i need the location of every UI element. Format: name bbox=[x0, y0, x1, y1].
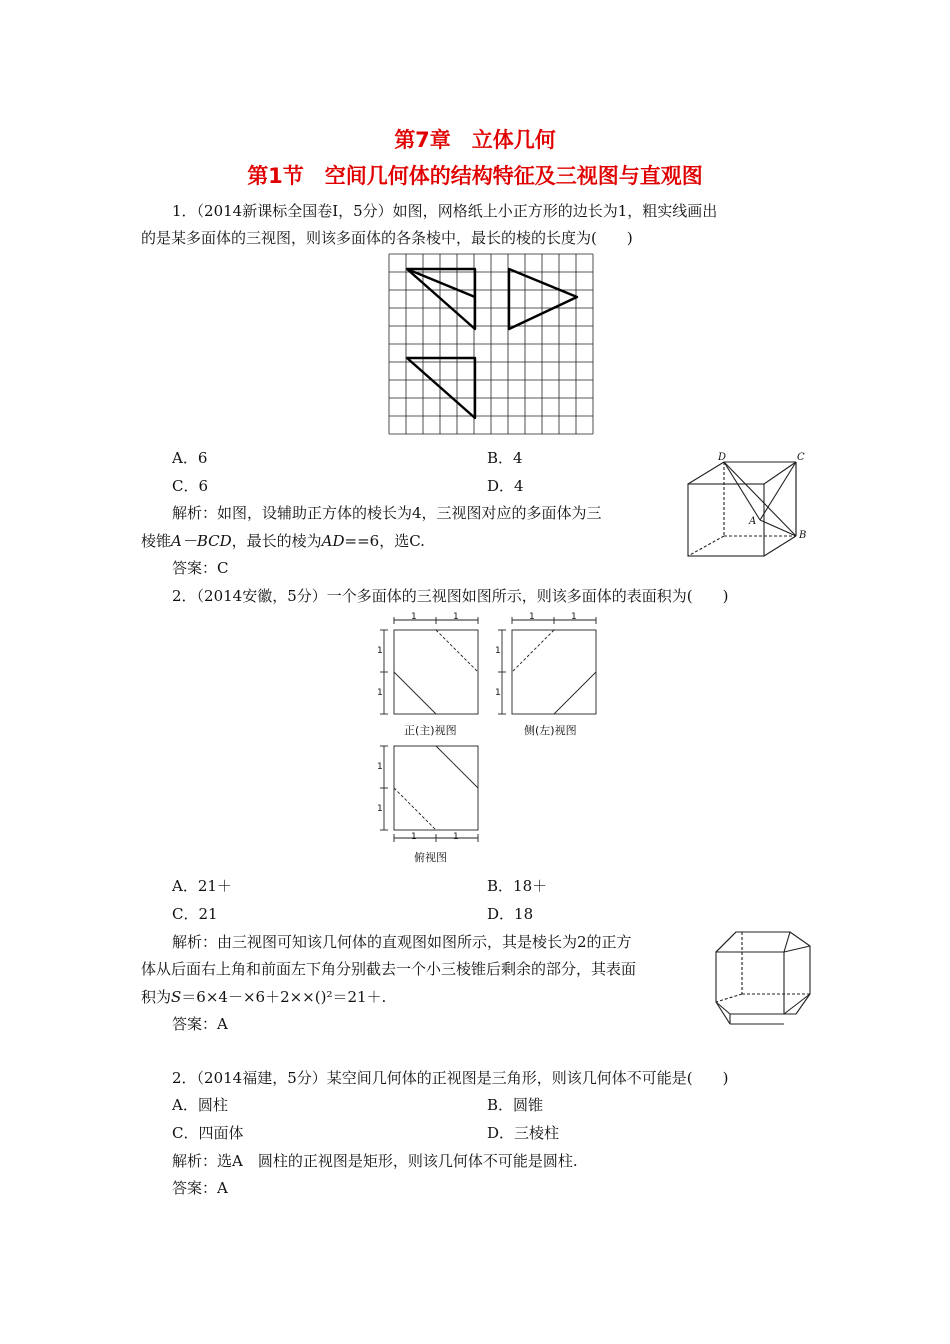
side-view-caption: 侧(左)视图 bbox=[524, 724, 577, 737]
q3-option-b: B．圆锥 bbox=[487, 1096, 544, 1114]
q2-option-b: B．18＋ bbox=[487, 877, 548, 895]
q3-analysis: 解析：选A 圆柱的正视图是矩形，则该几何体不可能是圆柱. bbox=[172, 1152, 578, 1170]
q3-option-c: C．四面体 bbox=[172, 1124, 244, 1142]
front-view-caption: 正(主)视图 bbox=[404, 724, 457, 737]
front-dim-top-1: 1 bbox=[411, 612, 417, 622]
q2-side-view bbox=[496, 616, 602, 720]
q2-analysis-line2: 体从后面右上角和前面左下角分别截去一个小三棱锥后剩余的部分，其表面 bbox=[141, 960, 637, 978]
top-dim-left-2: 1 bbox=[377, 804, 383, 814]
q3-stem: 2．（2014福建，5分）某空间几何体的正视图是三角形，则该几何体不可能是( ) bbox=[172, 1069, 729, 1087]
front-dim-top-2: 1 bbox=[453, 612, 459, 622]
q1-option-a: A．6 bbox=[172, 449, 208, 467]
q2-front-view bbox=[378, 616, 484, 720]
q3-option-a: A．圆柱 bbox=[172, 1096, 228, 1114]
side-dim-top-1: 1 bbox=[529, 612, 535, 622]
q1-stem-line2: 的是某多面体的三视图，则该多面体的各条棱中，最长的棱的长度为( ) bbox=[141, 229, 633, 247]
q1-stem-line1: 1．（2014新课标全国卷Ⅰ，5分）如图，网格纸上小正方形的边长为1，粗实线画出 bbox=[172, 202, 718, 220]
q1-three-view-grid bbox=[389, 254, 593, 434]
top-view-caption: 俯视图 bbox=[414, 851, 447, 864]
side-dim-left-1: 1 bbox=[495, 646, 501, 656]
q1-analysis-line2: 棱锥A－BCD，最长的棱为AD==6，选C. bbox=[141, 532, 425, 550]
q2-top-view bbox=[378, 742, 484, 846]
q1-cube-figure bbox=[680, 452, 810, 562]
q2-stem: 2．（2014安徽，5分）一个多面体的三视图如图所示，则该多面体的表面积为( ) bbox=[172, 587, 729, 605]
side-dim-top-2: 1 bbox=[571, 612, 577, 622]
q1-option-c: C．6 bbox=[172, 477, 209, 495]
q1-option-b: B．4 bbox=[487, 449, 523, 467]
q3-answer: 答案：A bbox=[172, 1179, 228, 1197]
q2-option-c: C．21 bbox=[172, 905, 218, 923]
side-dim-left-2: 1 bbox=[495, 688, 501, 698]
front-dim-left-1: 1 bbox=[377, 646, 383, 656]
front-dim-left-2: 1 bbox=[377, 688, 383, 698]
q2-answer: 答案：A bbox=[172, 1015, 228, 1033]
q3-option-d: D．三棱柱 bbox=[487, 1124, 560, 1142]
cube-label-b: B bbox=[799, 530, 807, 541]
q2-analysis-line3: 积为S＝6×4－×6＋2××()²＝21＋. bbox=[141, 988, 387, 1006]
q2-truncated-cube-figure bbox=[712, 928, 816, 1032]
top-dim-bottom-2: 1 bbox=[453, 832, 459, 842]
q1-option-d: D．4 bbox=[487, 477, 524, 495]
q2-option-d: D．18 bbox=[487, 905, 534, 923]
top-dim-left-1: 1 bbox=[377, 762, 383, 772]
chapter-title: 第7章 立体几何 bbox=[394, 128, 556, 152]
q2-option-a: A．21＋ bbox=[172, 877, 232, 895]
cube-label-a: A bbox=[749, 516, 757, 527]
section-title: 第1节 空间几何体的结构特征及三视图与直观图 bbox=[247, 164, 703, 188]
cube-label-d: D bbox=[718, 452, 727, 463]
q1-answer: 答案：C bbox=[172, 559, 229, 577]
top-dim-bottom-1: 1 bbox=[411, 832, 417, 842]
q1-analysis-line1: 解析：如图，设辅助正方体的棱长为4，三视图对应的多面体为三 bbox=[172, 504, 602, 522]
cube-label-c: C bbox=[797, 452, 805, 463]
q2-analysis-line1: 解析：由三视图可知该几何体的直观图如图所示，其是棱长为2的正方 bbox=[172, 933, 632, 951]
